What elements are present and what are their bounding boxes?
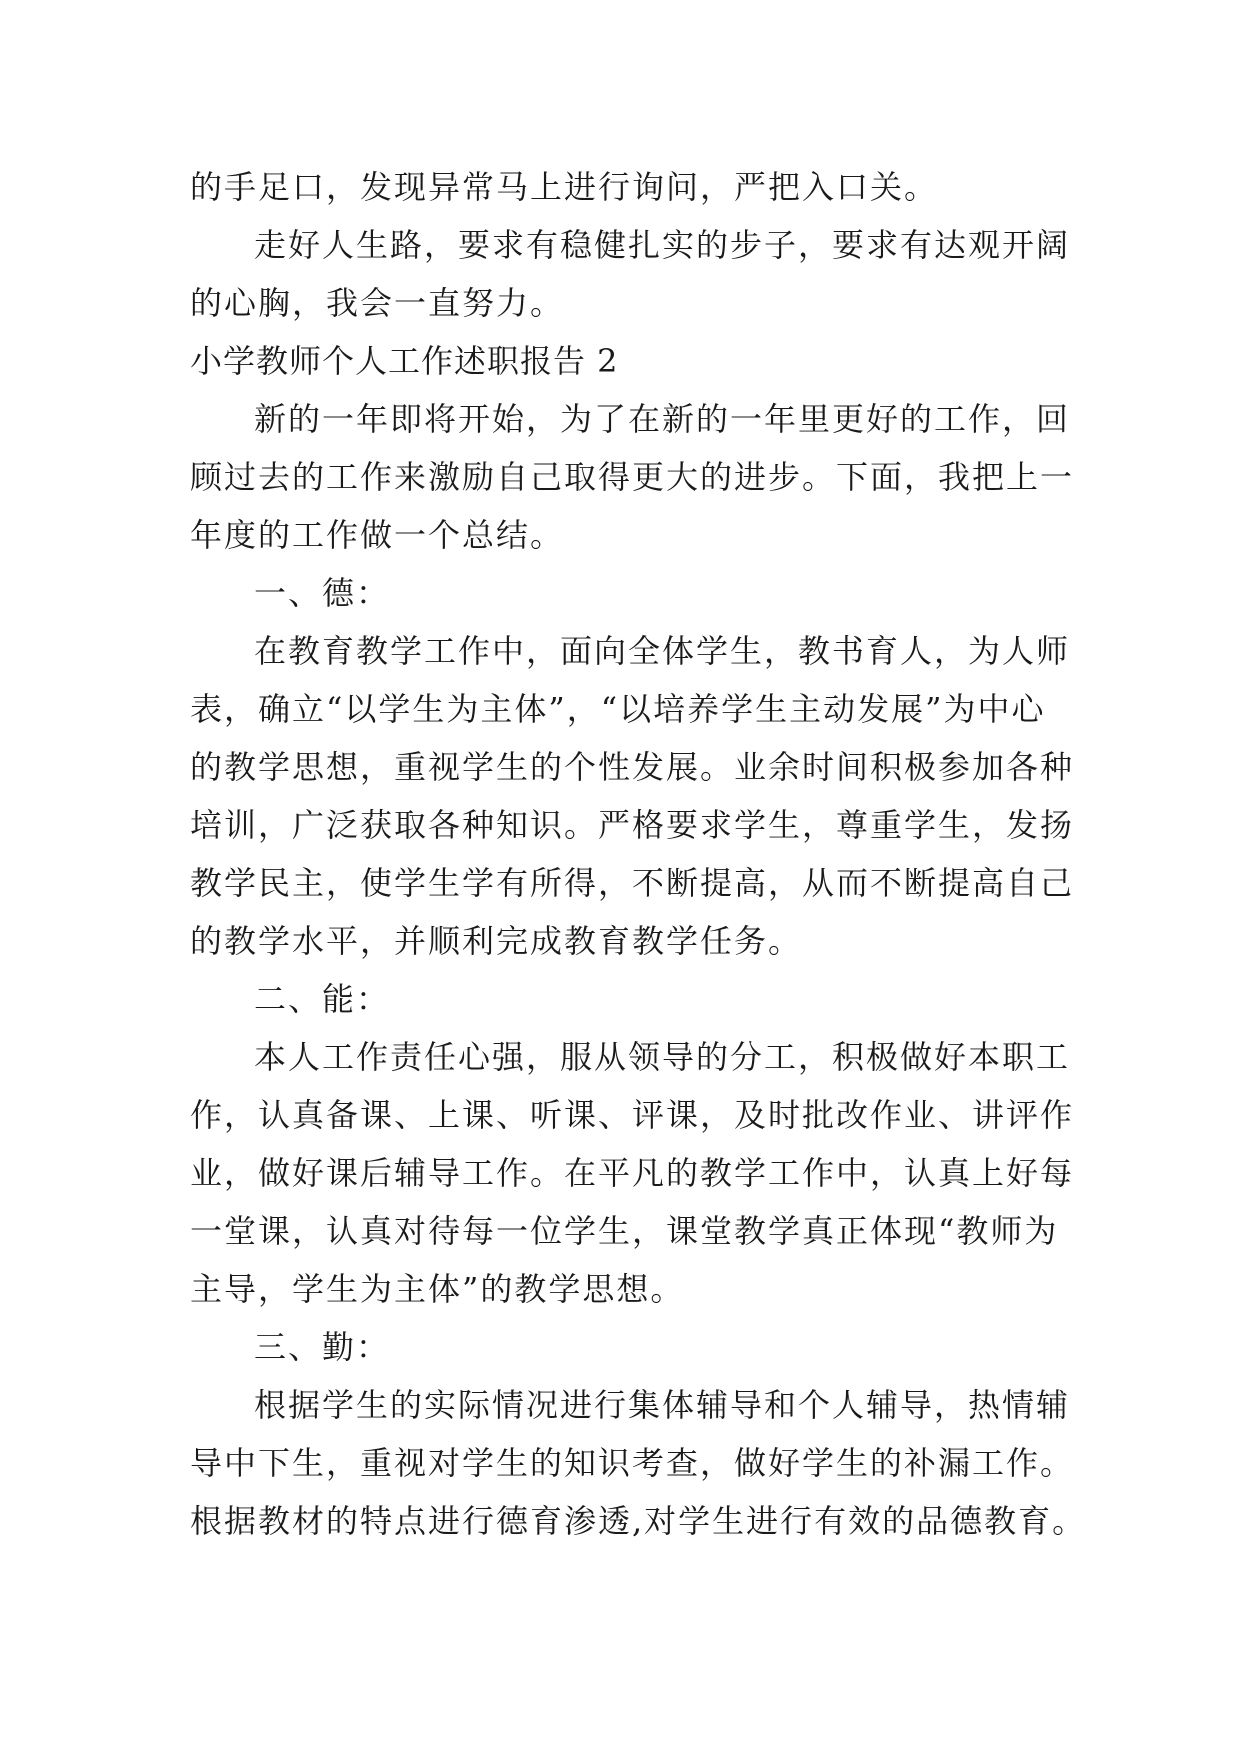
text-line: 作，认真备课、上课、听课、评课，及时批改作业、讲评作 [190, 1096, 1075, 1134]
text-line: 顾过去的工作来激励自己取得更大的进步。下面，我把上一 [190, 458, 1075, 496]
text-line: 培训，广泛获取各种知识。严格要求学生，尊重学生，发扬 [190, 806, 1075, 844]
text-line: 走好人生路，要求有稳健扎实的步子，要求有达观开阔 [254, 226, 1071, 264]
text-line: 一、德： [254, 574, 391, 612]
text-line: 导中下生，重视对学生的知识考查，做好学生的补漏工作。 [190, 1444, 1075, 1482]
text-line: 教学民主，使学生学有所得，不断提高，从而不断提高自己 [190, 864, 1075, 902]
text-line: 主导，学生为主体”的教学思想。 [190, 1270, 685, 1308]
text-line: 的心胸，我会一直努力。 [190, 284, 565, 322]
section-heading: 小学教师个人工作述职报告 2 [190, 342, 619, 380]
text-line: 根据学生的实际情况进行集体辅导和个人辅导，热情辅 [254, 1386, 1071, 1424]
text-line: 三、勤： [254, 1328, 391, 1366]
text-line: 业，做好课后辅导工作。在平凡的教学工作中，认真上好每 [190, 1154, 1075, 1192]
text-line: 新的一年即将开始，为了在新的一年里更好的工作，回 [254, 400, 1071, 438]
text-line: 的手足口，发现异常马上进行询问，严把入口关。 [190, 168, 939, 206]
text-line: 本人工作责任心强，服从领导的分工，积极做好本职工 [254, 1038, 1071, 1076]
text-line: 年度的工作做一个总结。 [190, 516, 565, 554]
text-line: 在教育教学工作中，面向全体学生，教书育人，为人师 [254, 632, 1071, 670]
text-line: 的教学思想，重视学生的个性发展。业余时间积极参加各种 [190, 748, 1075, 786]
text-line: 根据教材的特点进行德育渗透,对学生进行有效的品德教育。 [190, 1502, 1087, 1540]
document-body [190, 158, 1087, 1550]
text-line: 的教学水平，并顺利完成教育教学任务。 [190, 922, 803, 960]
text-line: 表，确立“以学生为主体”，“以培养学生主动发展”为中心 [190, 690, 1046, 728]
text-line: 二、能： [254, 980, 391, 1018]
text-line: 一堂课，认真对待每一位学生，课堂教学真正体现“教师为 [190, 1212, 1059, 1250]
